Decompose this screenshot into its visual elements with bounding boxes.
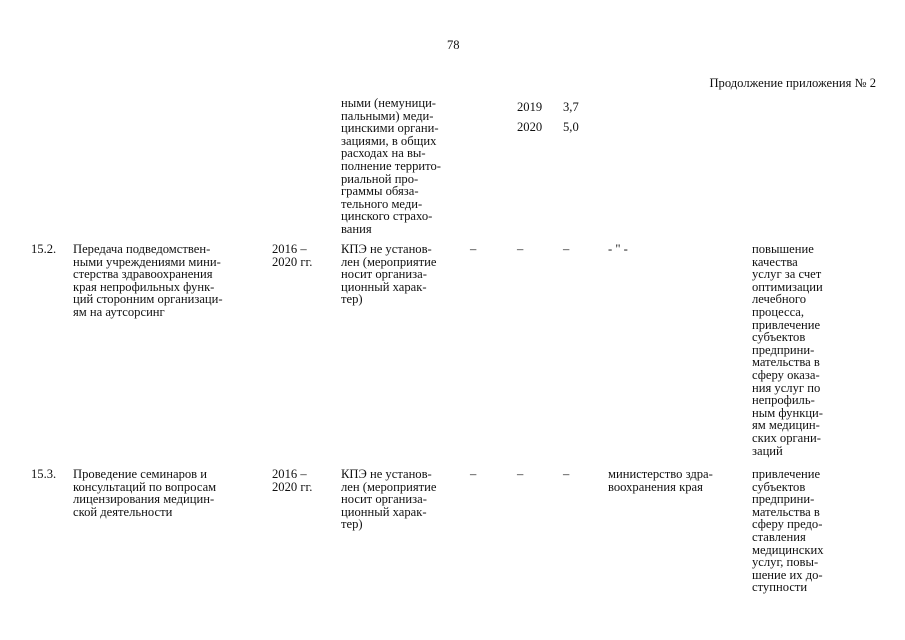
continuation-header: Продолжение приложения № 2 [709, 76, 876, 90]
expected-result: привлечение субъектов предприни- мательства в сферу предо- ставления медицинских услуг, повы- шение их до- ступности [752, 467, 824, 595]
activity-text: Проведение семинаров и консультаций по вопросам лицензирования медицин- ской деятельности [73, 467, 217, 519]
activity-text: Передача подведомствен- ными учреждениями мини- стерства здравоохранения края непрофильных функ- ций сторонним организаци- ям на аутсорсинг [73, 242, 223, 319]
value-dash: – [563, 467, 570, 481]
target-year: 2020 [517, 120, 543, 134]
value-dash: – [470, 242, 477, 256]
period: 2016 – 2020 гг. [272, 242, 313, 269]
target-value: 3,7 [563, 100, 579, 114]
executor: министерство здра- воохранения края [608, 467, 713, 494]
value-dash: – [517, 467, 524, 481]
target-year: 2019 [517, 100, 543, 114]
indicator-text: КПЭ не установ- лен (мероприятие носит организа- ционный харак- тер) [341, 467, 437, 532]
indicator-text: КПЭ не установ- лен (мероприятие носит организа- ционный харак- тер) [341, 242, 437, 307]
expected-result: повышение качества услуг за счет оптимизации лечебного процесса, привлечение субъектов предприни- мательства в сферу оказа- ния услуг по непрофиль- ным функци- ям медицин- ских органи- заций [752, 242, 823, 458]
value-dash: – [563, 242, 570, 256]
value-dash: – [470, 467, 477, 481]
row-number: 15.3. [31, 467, 57, 481]
row-number: 15.2. [31, 242, 57, 256]
period: 2016 – 2020 гг. [272, 467, 313, 494]
target-value: 5,0 [563, 120, 579, 134]
page-number: 78 [447, 38, 460, 52]
value-dash: – [517, 242, 524, 256]
executor: - " - [608, 242, 628, 256]
indicator-continuation: ными (немуници- пальными) меди- цинскими органи- зациями, в общих расходах на вы- полнение террито- риальной про- граммы обяза- тельного меди- цинского страхо- вания [341, 96, 441, 236]
